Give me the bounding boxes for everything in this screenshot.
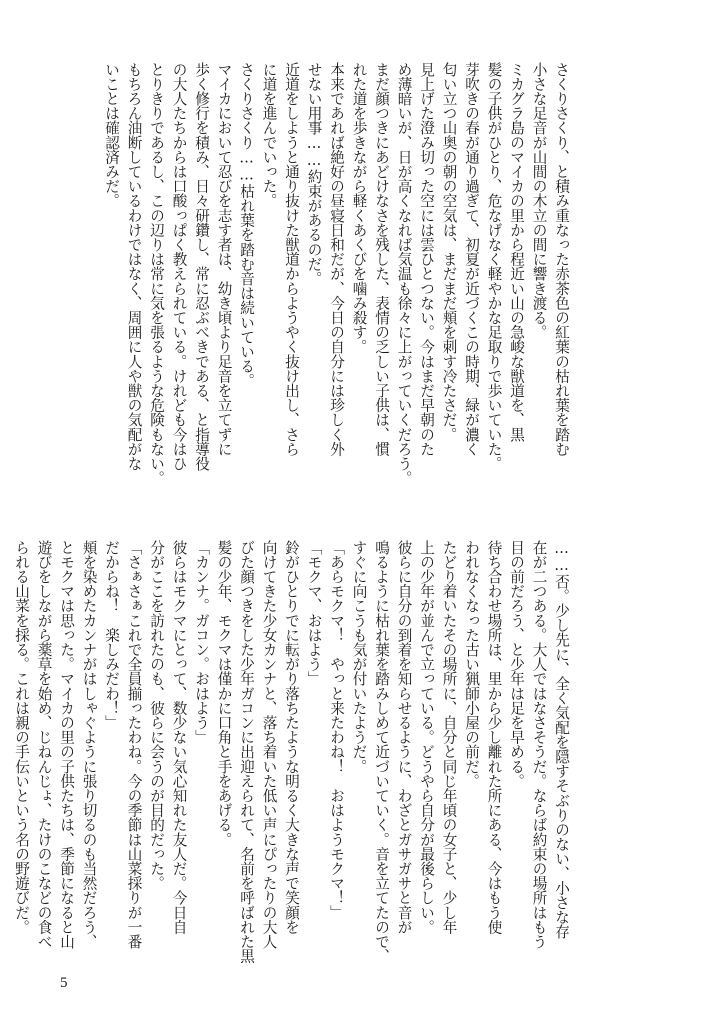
text-line: 匂い立つ山奥の朝の空気は、まだまだ頬を刺す冷たさだ。 [440,62,458,442]
text-line: さくりさくり、と積み重なった赤茶色の紅葉の枯れ葉を踏む [553,62,570,457]
text-line: 遊びをしながら薬草を始め、じねんじょ、たけのこなどの食べ [35,540,53,949]
text-line: 在が二つある。大人ではなさそうだ。ならば約束の場所はもう [530,540,548,949]
text-line: 彼らはモクマにとって、数少ない気心知れた友人だ。今日自 [170,540,188,935]
text-line: さくりさくり……枯れ葉を踏む音は続いている。 [238,62,255,388]
text-line: 髪の少年、モクマは僅かに口角と手をあげる。 [215,540,233,847]
text-line: 彼らに自分の到着を知らせるように、わざとガサガサと音が [395,540,413,935]
text-line: いことは確認済みだ。 [103,62,120,208]
text-line: とモクマは思った。マイカの里の子供たちは、季節になると山 [58,540,75,949]
text-line: れた道を歩きながら軽くあくびを噛み殺す。 [350,62,368,354]
text-line: 芽吹きの春が通り過ぎて、初夏が近づくこの時期、緑が濃く [463,62,480,457]
text-line: 本来であれば絶好の昼寝日和だが、今日の自分には珍しく外 [328,62,345,457]
text-line: 「さぁさぁこれで全員揃ったわね。今の季節は山菜採りが一番 [125,540,143,949]
text-line: 「カンナ。ガコン。おはよう」 [193,540,210,745]
text-line: マイカにおいて忍びを志す者は、幼き頃より足音を立てずに [215,62,233,457]
upper-text-block [103,62,572,486]
text-line: ミカグラ島のマイカの里から程近い山の急峻な獣道を、黒 [508,62,525,442]
text-line: まだ顔つきにあどけなさを残した、表情の乏しい子供は、慣 [373,62,390,457]
text-line: 向けてきた少女カンナと、落ち着いた低い声にぴったりの大人 [260,540,278,949]
text-line: われなくなった古い猟師小屋の前だ。 [463,540,480,789]
text-line: とりきりであるし、この辺りは常に気を張るような危険もない。 [148,62,165,486]
text-line: 待ち合わせ場所は、里から少し離れた所にある、今はもう使 [485,540,503,935]
text-line: 見上げた澄み切った空には雲ひとつない。今はまだ早朝のた [418,62,435,457]
text-line: 上の少年が並んで立っている。どうやら自分が最後らしい。 [418,540,435,935]
text-line: もちろん油断しているわけではなく、周囲に人や獣の気配がな [125,62,143,471]
text-line: 「モクマ、おはよう」 [305,540,323,686]
text-line: たどり着いたその場所に、自分と同じ年頃の女子と、少し年 [440,540,458,935]
text-line: に道を進んでいった。 [260,62,278,208]
text-line: 歩く修行を積み、日々研鑽し、常に忍ぶべきである、と指導役 [193,62,210,471]
text-line: 頬を染めたカンナがはしゃぐように張り切るのも当然だろう、 [80,540,98,949]
lower-text-block [13,540,572,964]
text-line: 鈴がひとりでに転がり落ちたような明るく大きな声で笑顔を [283,540,300,935]
text-line: だからね！ 楽しみだわ！」 [103,540,120,730]
text-line: せない用事……約束があるのだ。 [305,62,323,286]
text-line: 小さな足音が山間の木立の間に響き渡る。 [530,62,548,340]
text-line: 分がここを訪れたのも、彼らに会うのが目的だった。 [148,540,165,891]
text-line: 鳴るように枯れ葉を踏みしめて近づいていく。音を立てたので、 [373,540,390,964]
text-line: 目の前だろう、と少年は足を早める。 [508,540,525,789]
text-line: びた顔つきをした少年ガコンに出迎えられて、名前を呼ばれた黒 [238,540,255,964]
text-line: の大人たちからは口酸っぱく教えられている。けれども今はひ [170,62,188,471]
page-number: 5 [60,975,68,991]
text-line: ……否。少し先に、全く気配を隠すそぶりのない、小さな存 [553,540,570,939]
text-line: られる山菜を採る。これは親の手伝いという名の野遊びだ。 [13,540,30,935]
text-line: 近道をしようと通り抜けた獣道からようやく抜け出し、さら [283,62,300,457]
text-line: め薄暗いが、日が高くなれば気温も徐々に上がっていくだろう。 [395,62,413,486]
text-line: すぐに向こうも気が付いたようだ。 [350,540,368,774]
text-line: 髪の子供がひとり、危なげなく軽やかな足取りで歩いていた。 [485,62,503,471]
text-line: 「あらモクマ！ やっと来たわね！ おはようモクマ！」 [328,540,345,920]
